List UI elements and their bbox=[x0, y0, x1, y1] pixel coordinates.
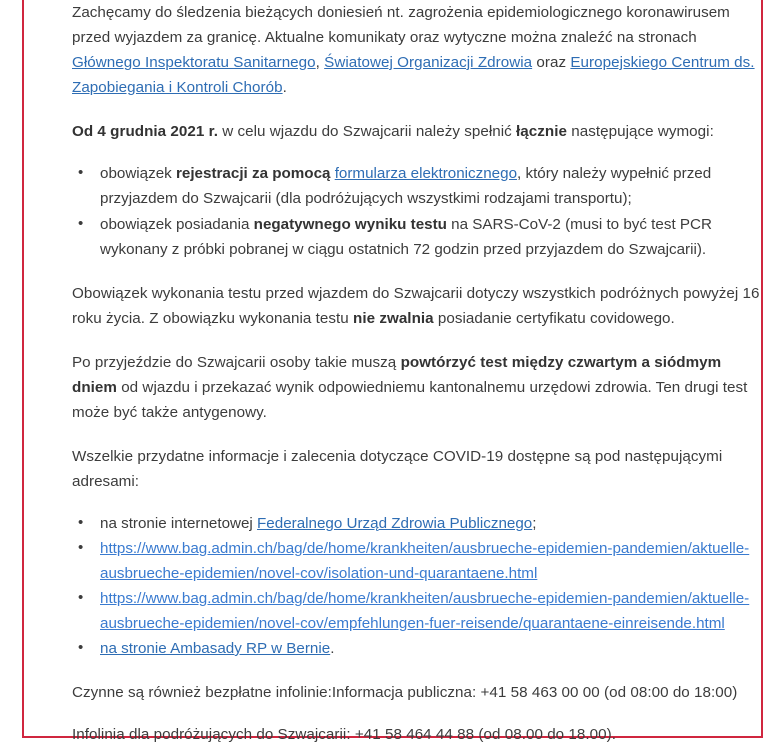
requirement-1-text-2: , który należy wypełnić przed przyjazdem do Szwajcarii (dla podróżujących wszystkimi rodzajami transportu); bbox=[100, 165, 712, 207]
address-links-list bbox=[72, 511, 762, 661]
after-arrival-text-2: od wjazdu i przekazać wynik odpowiedniemu kantonalnemu urzędowi zdrowia. Ten drugi test może być także antygenowy. bbox=[72, 379, 748, 421]
test-obligation-text-1: Obowiązek wykonania testu przed wjazdem do Szwajcarii dotyczy wszystkich podróżnych powyżej 16 roku życia. Z obowiązku wykonania testu bbox=[72, 285, 760, 327]
requirement-1-bold: rejestracji za pomocą bbox=[175, 165, 335, 182]
covid-info-panel bbox=[22, 0, 763, 743]
test-obligation-text-2: posiadanie certyfikatu covidowego. bbox=[433, 310, 675, 327]
link-ambasada-rp-w-bernie[interactable]: na stronie Ambasady RP w Bernie bbox=[100, 640, 331, 657]
list-item bbox=[100, 536, 762, 586]
address-4-suffix: . bbox=[330, 640, 335, 657]
after-arrival-bold: powtórzyć test między czwartym a siódmym dniem bbox=[72, 354, 722, 396]
hotline-travellers: Infolinia dla podróżujących do Szwajcarii: +41 58 464 44 88 (od 08.00 do 18.00). bbox=[72, 726, 616, 743]
test-obligation-bold: nie zwalnia bbox=[353, 310, 434, 327]
panel-content bbox=[72, 0, 762, 747]
list-item bbox=[100, 511, 762, 536]
requirement-1-text-1: obowiązek bbox=[100, 165, 176, 182]
useful-info-intro-paragraph: Wszelkie przydatne informacje i zalecenia dotyczące COVID-19 dostępne są pod następującymi adresami: bbox=[72, 448, 723, 490]
requirement-2-text-1: obowiązek posiadania bbox=[100, 216, 254, 233]
requirements-jointly-emphasis: łącznie bbox=[516, 123, 567, 140]
hotline-public-info: Czynne są również bezpłatne infolinie:Informacja publiczna: +41 58 463 00 00 (od 08:00 do 18:00) bbox=[72, 684, 738, 701]
list-item bbox=[100, 161, 762, 211]
list-item bbox=[100, 212, 762, 262]
requirements-list bbox=[72, 161, 762, 262]
link-glowny-inspektorat-sanitarny[interactable]: Głównego Inspektoratu Sanitarnego bbox=[72, 54, 316, 71]
intro-text-2: , bbox=[315, 54, 325, 71]
address-1-prefix: na stronie internetowej bbox=[100, 515, 258, 532]
intro-text-4: . bbox=[282, 79, 287, 96]
intro-paragraph bbox=[72, 0, 762, 100]
requirement-2-text-2: na SARS-CoV-2 (musi to być test PCR wykonany z próbki pobranej w ciągu ostatnich 72 godzin przed przyjazdem do Szwajcarii). bbox=[100, 216, 712, 258]
intro-text-3: oraz bbox=[532, 54, 571, 71]
link-bag-quarantaene-einreisende[interactable]: https://www.bag.admin.ch/bag/de/home/krankheiten/ausbrueche-epidemien-pandemien/aktuelle-ausbrueche-epidemien/novel-cov/empfehlungen-fuer-reisende/quarantaene-einreisende.html bbox=[100, 590, 750, 632]
link-bag-isolation-und-quarantaene[interactable]: https://www.bag.admin.ch/bag/de/home/krankheiten/ausbrueche-epidemien-pandemien/aktuelle-ausbrueche-epidemien/novel-cov/isolation-und-quarantaene.html bbox=[100, 540, 750, 582]
test-obligation-paragraph bbox=[72, 281, 762, 331]
requirements-intro-text-2: następujące wymogi: bbox=[566, 123, 714, 140]
list-item bbox=[100, 636, 762, 661]
link-swiatowa-organizacja-zdrowia[interactable]: Światowej Organizacji Zdrowia bbox=[324, 54, 533, 71]
requirement-2-bold: negatywnego wyniku testu bbox=[253, 216, 447, 233]
after-arrival-paragraph bbox=[72, 350, 762, 425]
link-europejskie-centrum-zapobiegania[interactable]: Europejskiego Centrum ds. Zapobiegania i Kontroli Chorób bbox=[72, 54, 755, 96]
address-1-suffix: ; bbox=[532, 515, 537, 532]
requirements-effective-date: Od 4 grudnia 2021 r. bbox=[72, 123, 218, 140]
link-formularz-elektroniczny[interactable]: formularza elektronicznego bbox=[334, 165, 518, 182]
list-item bbox=[100, 586, 762, 636]
intro-text-1: Zachęcamy do śledzenia bieżących doniesień nt. zagrożenia epidemiologicznego koronawirusem przed wyjazdem za granicę. Aktualne komunikaty oraz wytyczne można znaleźć na stronach bbox=[72, 4, 730, 46]
requirements-intro-text-1: w celu wjazdu do Szwajcarii należy spełnić bbox=[217, 123, 517, 140]
after-arrival-text-1: Po przyjeździe do Szwajcarii osoby takie muszą bbox=[72, 354, 401, 371]
requirements-intro-paragraph bbox=[72, 119, 762, 144]
link-federalny-urzad-zdrowia-publicznego[interactable]: Federalnego Urząd Zdrowia Publicznego bbox=[257, 515, 533, 532]
